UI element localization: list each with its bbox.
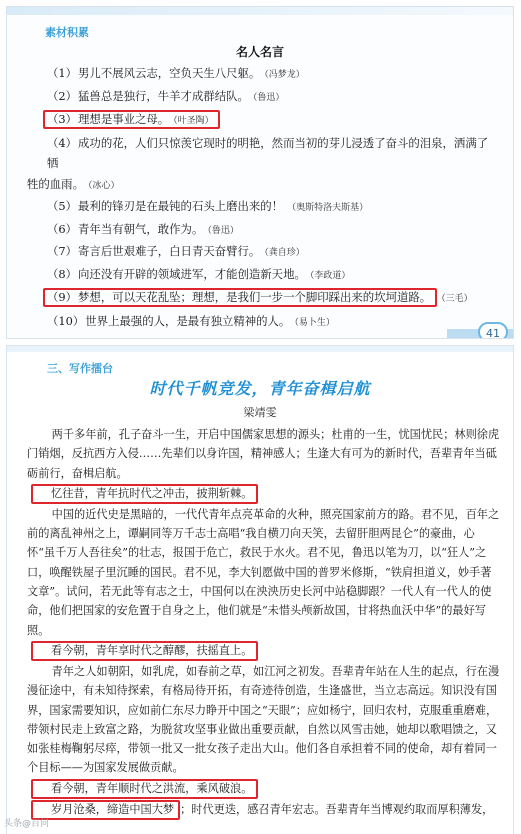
bottom-page	[6, 345, 514, 834]
essay-last-line	[27, 800, 501, 820]
quote-author: （叶圣陶）	[173, 116, 214, 126]
top-page	[6, 6, 514, 339]
quote-text: 理想是事业之母。	[78, 112, 170, 126]
quote-item	[47, 241, 495, 264]
highlight-box: 岁月沧桑，缔造中国大梦	[31, 800, 180, 820]
highlight-box: 忆往昔，青年抗时代之冲击，披荆斩棘。	[31, 484, 258, 504]
essay-subheading	[27, 484, 501, 504]
watermark: 头条@百问	[4, 819, 50, 829]
quote-item	[47, 264, 495, 287]
quote-text: 向还没有开辟的领域进军，才能创造新天地。	[78, 266, 306, 281]
quote-number: （8）	[47, 266, 78, 281]
quote-text: 男儿不展风云志，空负天生八尺躯。	[78, 66, 261, 80]
quote-author: （李政道）	[309, 270, 351, 281]
quote-item	[47, 109, 495, 132]
quote-number: （10）	[47, 313, 85, 328]
quote-text: 世界上最强的人，是最有独立精神的人。	[85, 313, 291, 328]
quote-text: 成功的花，人们只惊羡它现时的明艳，然而当初的芽儿浸透了奋斗的泪泉，洒满了牺	[47, 135, 489, 170]
quote-item	[47, 287, 495, 310]
quote-item	[47, 311, 495, 334]
quote-author: （三毛）	[441, 294, 473, 304]
quote-number: （1）	[47, 66, 78, 80]
quotes-title: 名人名言	[235, 45, 284, 59]
quote-text-continued: 牲的血雨。	[27, 176, 84, 191]
quote-author: （鲁迅）	[252, 92, 285, 103]
quote-author: （易卜生）	[294, 317, 335, 328]
quote-number: （2）	[47, 88, 78, 103]
quote-text: 寄言后世艰难子，白日青天奋臂行。	[78, 244, 261, 258]
quote-number: （7）	[47, 244, 78, 258]
quote-number: （4）	[47, 135, 78, 150]
essay-paragraph: 两千多年前，孔子奋斗一生，开启中国儒家思想的源头；杜甫的一生，忧国忧民；林则徐虎门销烟，反抗西方入侵……先辈们以身许国，精神感人；生逢大有可为的新时代，吾辈青年当砥砺前行，奋楫启航。	[27, 428, 500, 480]
quote-text: 最利的锋刃是在最钝的石头上磨出来的！	[78, 199, 284, 213]
quote-number: （6）	[47, 221, 78, 236]
highlight-box	[43, 110, 220, 129]
header-band	[7, 7, 513, 15]
quote-text: 青年当有朝气，敢作为。	[78, 221, 204, 236]
quote-text: 梦想，可以天花乱坠；理想，是我们一步一个脚印踩出来的坎坷道路。	[78, 290, 432, 304]
highlight-box: 看今朝，青年顺时代之洪流，乘风破浪。	[31, 779, 258, 799]
quote-author: （冰心）	[87, 180, 120, 191]
essay-text: ；时代更迭，感召青年宏志。吾辈青年当博观约取而厚积薄发，	[180, 802, 494, 816]
quote-number: （3）	[47, 112, 78, 126]
quote-item	[27, 133, 495, 197]
quote-author: （鲁迅）	[207, 225, 239, 236]
highlight-box	[43, 288, 437, 307]
quote-text: 猛兽总是独行，牛羊才成群结队。	[78, 88, 249, 103]
page-number: 41	[478, 322, 508, 339]
highlight-box: 看今朝，青年享时代之醇醪，扶摇直上。	[31, 641, 258, 661]
essay-subheading	[27, 641, 501, 661]
quote-author: （冯梦龙）	[264, 70, 305, 80]
quote-author: （奥斯特洛夫斯基）	[287, 203, 369, 213]
quote-number: （9）	[47, 290, 78, 304]
quote-item	[47, 196, 495, 219]
essay-author: 梁靖雯	[243, 406, 277, 419]
quote-item	[47, 86, 495, 109]
quote-item	[47, 219, 495, 242]
quotes-list	[27, 63, 495, 333]
essay-subheading	[27, 779, 501, 799]
essay-paragraph: 青年之人如朝阳，如乳虎，如春前之草，如江河之初发。吾辈青年站在人生的起点，行在漫漫征途中，有未知待探索，有格局待开拓，有奇迹待创造，生逢盛世，当立志高远。知识没有国界，国家需要知识，应如前仁东尽力睁开中国之“天眼”；应如杨宁，回归农村，克服重重磨难，带领村民走上致富之路，为脱贫攻坚事业做出重要贡献，自然以风雪击她，她却以歌唱馈之，又如张桂梅鞠躬尽瘁，带领一批又一批女孩子走出大山。他们各自承担着不同的使命，却有着同一个目标——为国家发展做贡献。	[27, 664, 500, 775]
section-label: 素材积累	[45, 26, 89, 39]
essay-body	[27, 425, 501, 821]
essay-title: 时代千帆竞发，青年奋楫启航	[149, 379, 371, 398]
quote-item	[47, 63, 495, 86]
section-label: 三、写作擂台	[47, 362, 113, 375]
essay-paragraph: 中国的近代史是黑暗的，一代代青年点亮革命的火种，照亮国家前方的路。君不见，百年之前的离乱神州之上，谭嗣同等万千志士高唱“我自横刀向天笑，去留肝胆两昆仑”的豪曲，心怀“虽千万人吾往矣”的壮志，报国于危亡，救民于水火。君不见，鲁迅以笔为刀，以“狂人”之口，唤醒铁屋子里沉睡的国民。君不见，李大钊愿做中国的普罗米修斯，“铁肩担道义，妙手著文章”。试问，若无此等有志之士，中国何以在泱泱历史长河中站稳脚跟？一代人有一代人的使命，他们把国家的安危置于自身之上，他们就是“未惜头颅新故国，甘将热血沃中华”的最好写照。	[27, 507, 500, 637]
quote-author: （龚自珍）	[264, 248, 305, 258]
header-band	[7, 346, 513, 352]
quote-number: （5）	[47, 199, 78, 213]
